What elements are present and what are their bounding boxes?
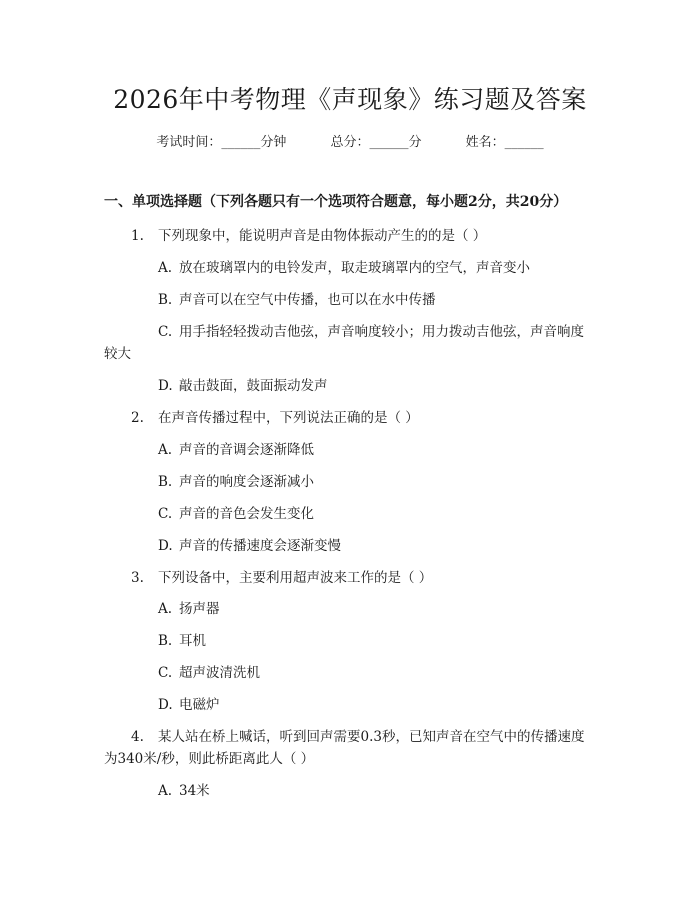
question-4: [131, 725, 584, 745]
option-letter: D.: [158, 697, 173, 713]
option-letter: D.: [158, 538, 173, 554]
question-text: 下列设备中，主要利用超声波来工作的是（ ）: [158, 570, 433, 586]
option-letter: A.: [158, 601, 173, 617]
option-text: 放在玻璃罩内的电铃发声，取走玻璃罩内的空气，声音变小: [179, 260, 530, 276]
student-name: 姓名：______: [465, 135, 544, 150]
question-3: [131, 566, 432, 586]
page-title: 2026年中考物理《声现象》练习题及答案: [113, 85, 587, 114]
question-number: 4.: [131, 729, 144, 745]
option-2b: [158, 470, 314, 490]
option-letter: B.: [158, 474, 173, 490]
option-1a: [158, 256, 530, 276]
option-letter: A.: [158, 260, 173, 276]
option-text: 声音可以在空气中传播，也可以在水中传播: [179, 292, 436, 308]
option-1c-continuation: 较大: [104, 346, 131, 362]
option-letter: B.: [158, 633, 173, 649]
option-1c: [158, 320, 584, 340]
question-1: [131, 224, 486, 244]
total-score: 总分：______分: [330, 135, 422, 150]
exam-time: 考试时间：______分钟: [156, 135, 287, 150]
option-text: 扬声器: [179, 601, 220, 617]
option-letter: A.: [158, 442, 173, 458]
question-number: 3.: [131, 570, 144, 586]
exam-meta: [0, 131, 700, 150]
option-text: 声音的音色会发生变化: [179, 506, 314, 522]
option-3d: [158, 693, 220, 713]
option-text: 用手指轻轻拨动吉他弦，声音响度较小；用力拨动吉他弦，声音响度: [179, 324, 584, 340]
question-text: 下列现象中，能说明声音是由物体振动产生的的是（ ）: [158, 228, 487, 244]
option-text: 声音的响度会逐渐减小: [179, 474, 314, 490]
option-3b: [158, 629, 206, 649]
option-letter: B.: [158, 292, 173, 308]
question-number: 2.: [131, 410, 144, 426]
question-number: 1.: [131, 228, 144, 244]
option-4a: [158, 779, 210, 799]
option-3a: [158, 597, 220, 617]
option-letter: C.: [158, 324, 173, 340]
option-text: 耳机: [179, 633, 206, 649]
question-4-continuation: 为340米/秒，则此桥距离此人（ ）: [104, 751, 315, 767]
question-text: 在声音传播过程中，下列说法正确的是（ ）: [158, 410, 419, 426]
option-3c: [158, 661, 260, 681]
option-2a: [158, 438, 314, 458]
option-1d: [158, 374, 328, 394]
question-2: [131, 406, 419, 426]
option-letter: C.: [158, 665, 173, 681]
question-text: 某人站在桥上喊话，听到回声需要0.3秒，已知声音在空气中的传播速度: [158, 729, 585, 745]
option-text: 超声波清洗机: [179, 665, 260, 681]
option-1b: [158, 288, 436, 308]
option-text: 敲击鼓面，鼓面振动发声: [179, 378, 328, 394]
option-text: 34米: [179, 783, 210, 799]
option-text: 声音的传播速度会逐渐变慢: [179, 538, 341, 554]
option-letter: A.: [158, 783, 173, 799]
section-heading: 一、单项选择题（下列各题只有一个选项符合题意，每小题2分，共20分）: [104, 194, 568, 210]
option-letter: D.: [158, 378, 173, 394]
option-text: 电磁炉: [179, 697, 220, 713]
option-text: 声音的音调会逐渐降低: [179, 442, 314, 458]
option-letter: C.: [158, 506, 173, 522]
option-2d: [158, 534, 341, 554]
option-2c: [158, 502, 314, 522]
